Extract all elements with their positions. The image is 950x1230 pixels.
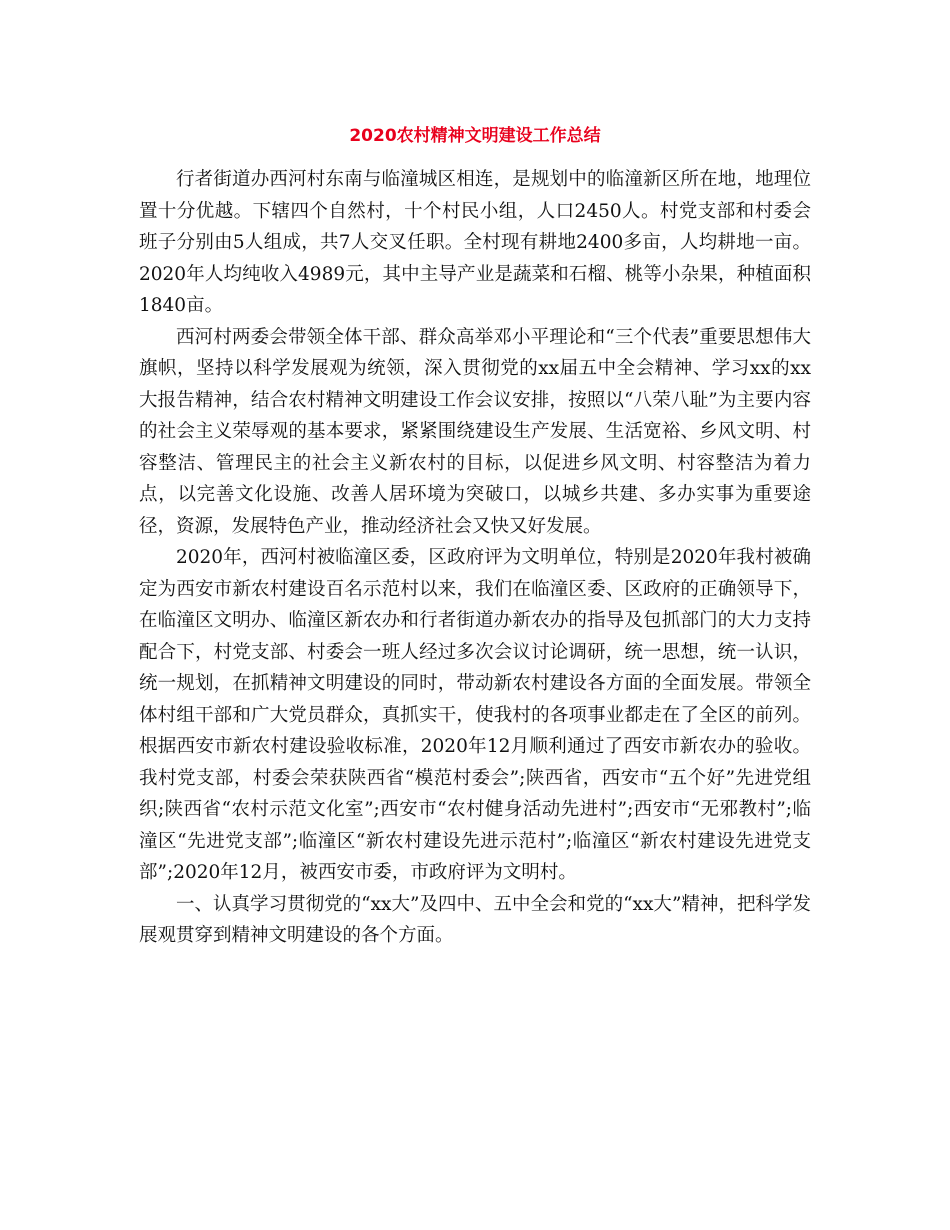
- paragraph-achievements: 2020年，西河村被临潼区委，区政府评为文明单位，特别是2020年我村被确定为西安市新农村建设百名示范村以来，我们在临潼区委、区政府的正确领导下，在临潼区文明办、临潼区新农办和行者街道办新农办的指导及包抓部门的大力支持配合下，村党支部、村委会一班人经过多次会议讨论调研，统一思想，统一认识，统一规划，在抓精神文明建设的同时，带动新农村建设各方面的全面发展。带领全体村组干部和广大党员群众，真抓实干，使我村的各项事业都走在了全区的前列。根据西安市新农村建设验收标准，2020年12月顺利通过了西安市新农办的验收。我村党支部，村委会荣获陕西省“模范村委会”;陕西省，西安市“五个好”先进党组织;陕西省“农村示范文化室”;西安市“农村健身活动先进村”;西安市“无邪教村”;临潼区“先进党支部”;临潼区“新农村建设先进示范村”;临潼区“新农村建设先进党支部”;2020年12月，被西安市委，市政府评为文明村。: [139, 547, 811, 883]
- document-body: [139, 164, 811, 952]
- paragraph-guidance: 西河村两委会带领全体干部、群众高举邓小平理论和“三个代表”重要思想伟大旗帜，坚持以科学发展观为统领，深入贯彻党的xx届五中全会精神、学习xx的xx大报告精神，结合农村精神文明建设工作会议安排，按照以“八荣八耻”为主要内容的社会主义荣辱观的基本要求，紧紧围绕建设生产发展、生活宽裕、乡风文明、村容整洁、管理民主的社会主义新农村的目标，以促进乡风文明、村容整洁为着力点，以完善文化设施、改善人居环境为突破口，以城乡共建、多办实事为重要途径，资源，发展特色产业，推动经济社会又快又好发展。: [139, 326, 811, 537]
- paragraph-intro: 行者街道办西河村东南与临潼城区相连，是规划中的临潼新区所在地，地理位置十分优越。下辖四个自然村，十个村民小组，人口2450人。村党支部和村委会班子分别由5人组成，共7人交叉任职。全村现有耕地2400多亩，人均耕地一亩。2020年人均纯收入4989元，其中主导产业是蔬菜和石榴、桃等小杂果，种植面积1840亩。: [139, 169, 811, 316]
- document-title: 2020农村精神文明建设工作总结: [349, 126, 601, 146]
- paragraph-section-one: 一、认真学习贯彻党的“xx大”及四中、五中全会和党的“xx大”精神，把科学发展观贯穿到精神文明建设的各个方面。: [139, 893, 811, 946]
